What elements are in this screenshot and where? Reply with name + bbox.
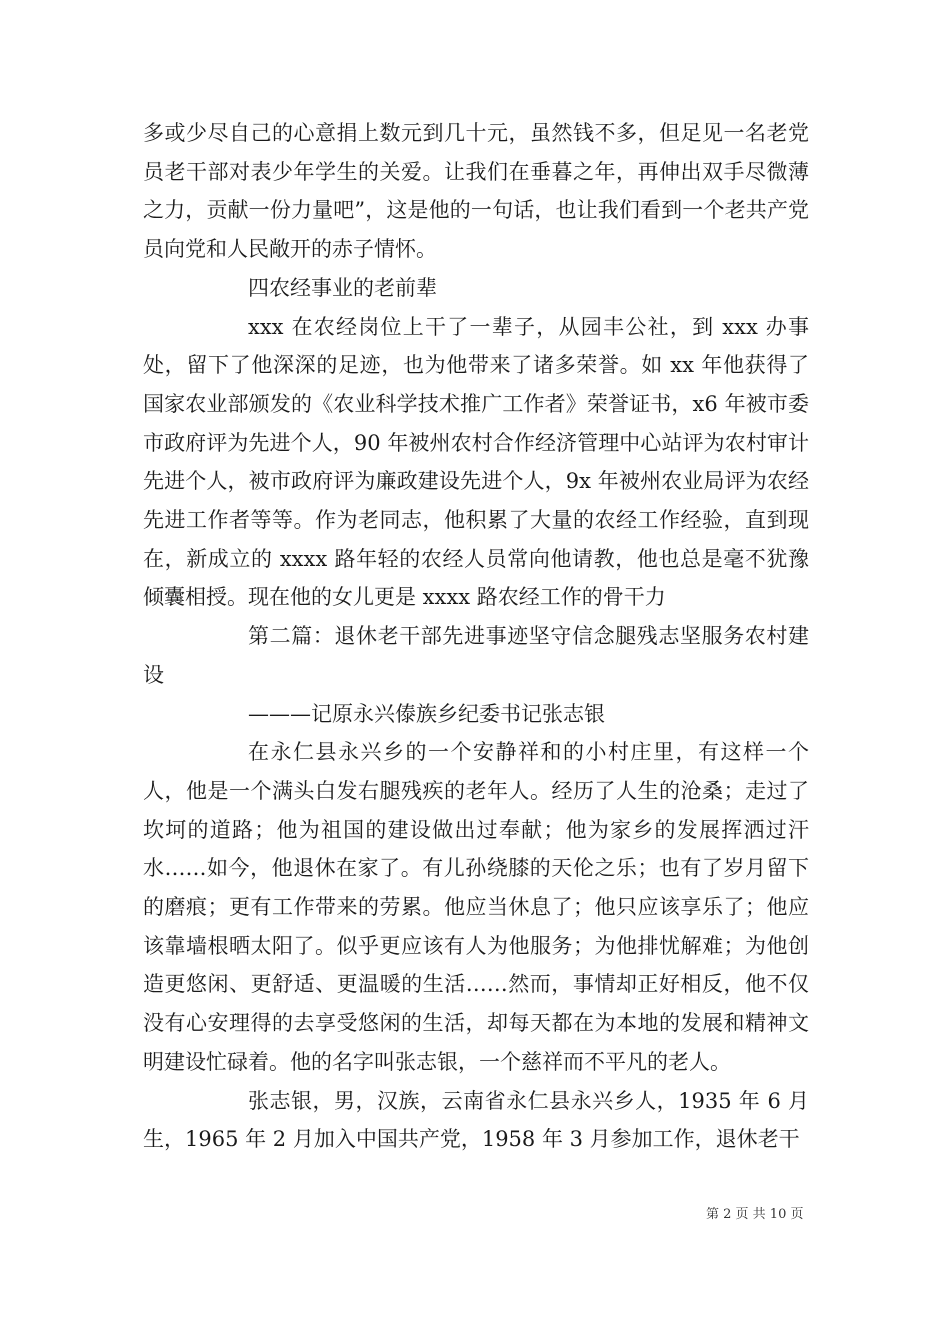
paragraph-donation-quote: 多或少尽自己的心意捐上数元到几十元，虽然钱不多，但足见一名老党员老干部对表少年学生的关爱。让我们在垂暮之年，再伸出双手尽微薄之力，贡献一份力量吧”，这是他的一句话，也让我们看到一个老共产党员向党和人民敞开的赤子情怀。 [143, 121, 809, 262]
paragraph-biography: 张志银，男，汉族，云南省永仁县永兴乡人，1935 年 6 月生，1965 年 2 月加入中国共产党，1958 年 3 月参加工作，退休老干 [143, 1088, 809, 1152]
document-body [143, 114, 809, 1159]
paragraph-intro: 在永仁县永兴乡的一个安静祥和的小村庄里，有这样一个人，他是一个满头白发右腿残疾的老年人。经历了人生的沧桑；走过了坎坷的道路；他为祖国的建设做出过奉献；他为家乡的发展挥洒过汗水……如今，他退休在家了。有儿孙绕膝的天伦之乐；也有了岁月留下的磨痕；更有工作带来的劳累。他应当休息了；他只应该享乐了；他应该靠墙根晒太阳了。似乎更应该有人为他服务；为他排忧解难；为他创造更悠闲、更舒适、更温暖的生活……然而，事情却正好相反，他不仅没有心安理得的去享受悠闲的生活，却每天都在为本地的发展和精神文明建设忙碌着。他的名字叫张志银，一个慈祥而不平凡的老人。 [143, 740, 809, 1074]
article-subtitle: ———记原永兴傣族乡纪委书记张志银 [248, 701, 605, 726]
paragraph-agri-career: xxx 在农经岗位上干了一辈子，从园丰公社，到 xxx 办事处，留下了他深深的足迹，也为他带来了诸多荣誉。如 xx 年他获得了国家农业部颁发的《农业科学技术推广工作者》荣誉证书，x6 年被市委市政府评为先进个人，90 年被州农村合作经济管理中心站评为农村审计先进个人，被市政府评为廉政建设先进个人，9x 年被州农业局评为农经先进工作者等等。作为老同志，他积累了大量的农经工作经验，直到现在，新成立的 xxxx 路年轻的农经人员常向他请教，他也总是毫不犹豫倾囊相授。现在他的女儿更是 xxxx 路农经工作的骨干力 [143, 314, 809, 610]
section-heading-agri-economy: 四农经事业的老前辈 [248, 275, 437, 300]
article-title: 第二篇：退休老干部先进事迹坚守信念腿残志坚服务农村建设 [143, 624, 809, 687]
page-number-footer: 第 2 页 共 10 页 [706, 1207, 804, 1222]
